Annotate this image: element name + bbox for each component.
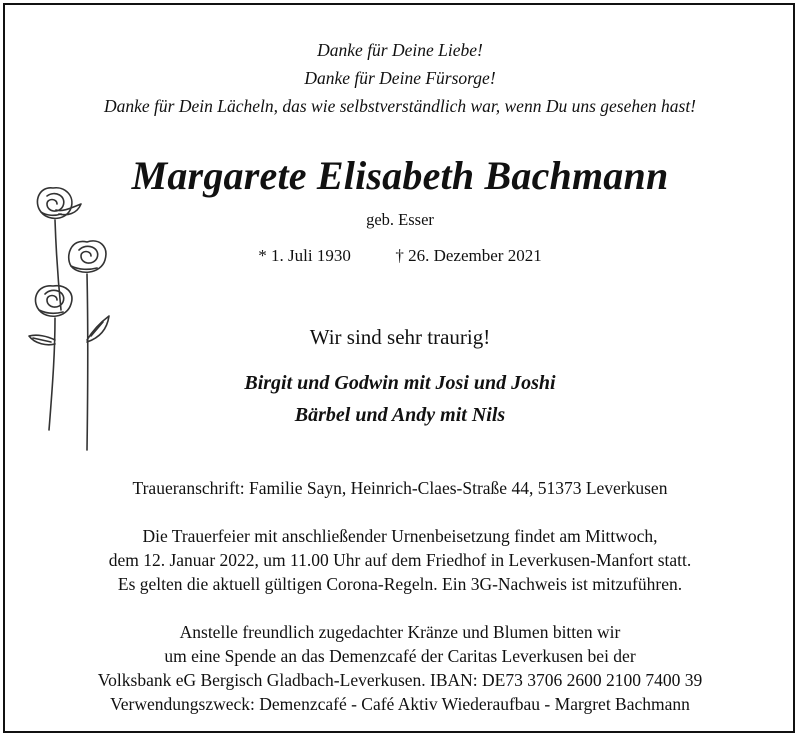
sad-line: Wir sind sehr traurig! bbox=[309, 325, 491, 349]
rose-lower-icon bbox=[29, 286, 72, 430]
death-date: † 26. Dezember 2021 bbox=[395, 246, 542, 265]
ceremony-line-3: Es gelten die aktuell gültigen Corona-Regeln. Ein 3G-Nachweis ist mitzuführen. bbox=[117, 574, 683, 594]
quote-line-3: Danke für Dein Lächeln, das wie selbstverständlich war, wenn Du uns gesehen hast! bbox=[103, 96, 697, 116]
donation-line-3: Volksbank eG Bergisch Gladbach-Leverkusen. IBAN: DE73 3706 2600 2100 7400 39 bbox=[97, 670, 703, 690]
family-line-2: Bärbel und Andy mit Nils bbox=[294, 404, 506, 426]
birth-date: * 1. Juli 1930 bbox=[258, 246, 351, 265]
quote-line-2: Danke für Deine Fürsorge! bbox=[304, 68, 496, 88]
rose-middle-icon bbox=[69, 241, 109, 450]
donation-line-1: Anstelle freundlich zugedachter Kränze und Blumen bitten wir bbox=[179, 622, 621, 642]
quote-line-1: Danke für Deine Liebe! bbox=[317, 40, 483, 60]
deceased-name: Margarete Elisabeth Bachmann bbox=[131, 153, 669, 198]
mourning-address: Traueranschrift: Familie Sayn, Heinrich-Claes-Straße 44, 51373 Leverkusen bbox=[132, 478, 668, 498]
donation-line-2: um eine Spende an das Demenzcafé der Caritas Leverkusen bei der bbox=[164, 646, 636, 666]
birth-name: geb. Esser bbox=[366, 210, 434, 229]
family-line-1: Birgit und Godwin mit Josi und Joshi bbox=[244, 372, 556, 394]
rose-drawing-icon bbox=[25, 180, 125, 460]
donation-line-4: Verwendungszweck: Demenzcafé - Café Aktiv Wiederaufbau - Margret Bachmann bbox=[110, 694, 690, 714]
ceremony-line-2: dem 12. Januar 2022, um 11.00 Uhr auf dem Friedhof in Leverkusen-Manfort statt. bbox=[108, 550, 692, 570]
ceremony-line-1: Die Trauerfeier mit anschließender Urnenbeisetzung findet am Mittwoch, bbox=[142, 526, 658, 546]
